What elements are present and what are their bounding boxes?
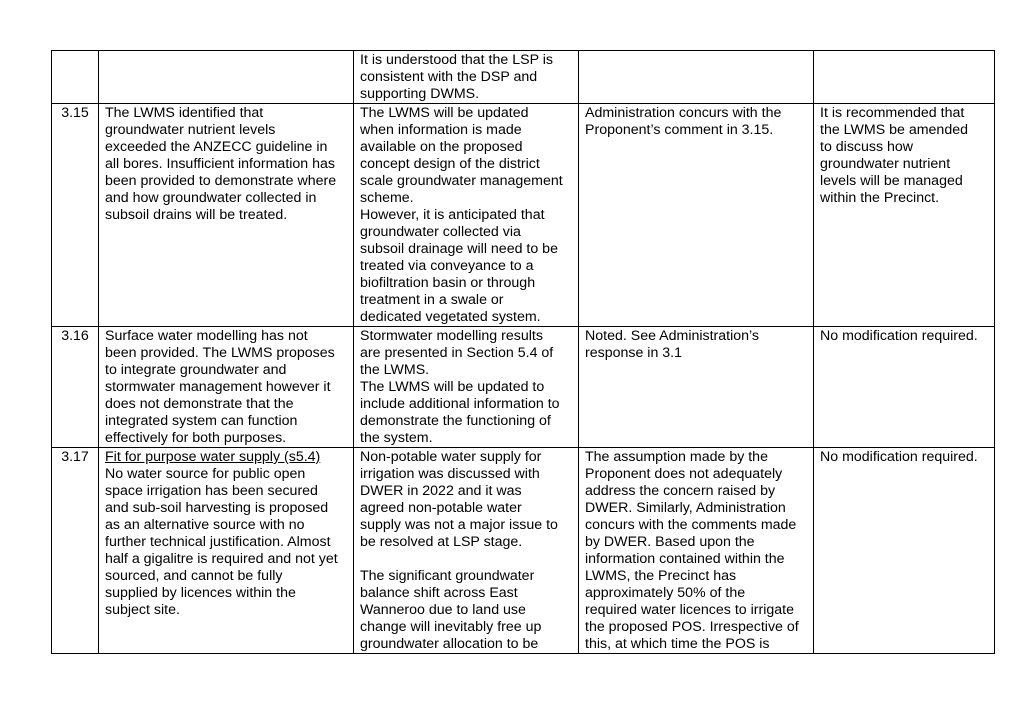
proponent-response-text: The significant groundwater balance shift across East Wanneroo due to land use change will inevitably free up groundwater allocation to be <box>360 568 542 652</box>
recommendation-cell <box>814 327 995 448</box>
proponent-response-cell <box>354 51 579 104</box>
item-number-cell <box>52 327 99 448</box>
item-number-cell <box>52 51 99 104</box>
recommendation-text: It is recommended that the LWMS be amended to discuss how groundwater nutrient levels will be managed within the Precinct. <box>820 105 968 206</box>
proponent-response-text: Non-potable water supply for irrigation was discussed with DWER in 2022 and it was agreed non-potable water supply was not a major issue to be resolved at LSP stage. <box>360 449 558 550</box>
issue-cell <box>99 448 354 654</box>
issue-cell <box>99 51 354 104</box>
table-row <box>52 51 995 104</box>
item-number-cell <box>52 104 99 327</box>
proponent-response-text: The LWMS will be updated to include additional information to demonstrate the functioning of the system. <box>360 379 560 446</box>
proponent-response-text: However, it is anticipated that groundwater collected via subsoil drainage will need to be treated via conveyance to a biofiltration basin or through treatment in a swale or dedicated vegetated system. <box>360 207 558 325</box>
issue-text: Surface water modelling has not been provided. The LWMS proposes to integrate groundwater and stormwater management however it does not demonstrate that the integrated system can function effectively for both purposes. <box>105 328 335 446</box>
recommendation-text: No modification required. <box>820 328 978 344</box>
issue-text: No water source for public open space irrigation has been secured and sub-soil harvesting is proposed as an alternative source with no further technical justification. Almost half a gigalitre is required and not yet sourced, and cannot be fully supplied by licences within the subject site. <box>105 466 338 618</box>
issue-cell <box>99 104 354 327</box>
recommendation-cell <box>814 104 995 327</box>
recommendation-cell <box>814 51 995 104</box>
proponent-response-text: Stormwater modelling results are presented in Section 5.4 of the LWMS. <box>360 328 554 378</box>
issue-text: The LWMS identified that groundwater nutrient levels exceeded the ANZECC guideline in all bores. Insufficient information has been provided to demonstrate where and how groundwater collected in subsoil drains will be treated. <box>105 105 337 223</box>
issue-cell <box>99 327 354 448</box>
item-number: 3.17 <box>61 449 89 465</box>
administration-comment-cell <box>579 448 814 654</box>
table-row <box>52 104 995 327</box>
item-number: 3.15 <box>61 105 89 121</box>
issue-heading: Fit for purpose water supply (s5.4) <box>105 449 321 465</box>
proponent-response-text: It is understood that the LSP is consistent with the DSP and supporting DWMS. <box>360 52 553 102</box>
recommendation-text: No modification required. <box>820 449 978 465</box>
administration-comment-text: Noted. See Administration’s response in 3.1 <box>585 328 760 361</box>
table-row <box>52 327 995 448</box>
item-number: 3.16 <box>61 328 89 344</box>
table-row <box>52 448 995 654</box>
paragraph-gap <box>360 551 572 568</box>
comments-table <box>51 50 995 654</box>
proponent-response-cell <box>354 448 579 654</box>
proponent-response-cell <box>354 327 579 448</box>
administration-comment-text: The assumption made by the Proponent does not adequately address the concern raised by DWER. Similarly, Administration concurs with the comments made by DWER. Based upon the information contained within the LWMS, the Precinct has approximately 50% of the required water licences to irrigate the proposed POS. Irrespective of this, at which time the POS is <box>585 449 799 652</box>
item-number-cell <box>52 448 99 654</box>
administration-comment-cell <box>579 51 814 104</box>
proponent-response-text: The LWMS will be updated when information is made available on the proposed concept design of the district scale groundwater management scheme. <box>360 105 563 206</box>
administration-comment-cell <box>579 104 814 327</box>
administration-comment-cell <box>579 327 814 448</box>
administration-comment-text: Administration concurs with the Proponent’s comment in 3.15. <box>585 105 782 138</box>
proponent-response-cell <box>354 104 579 327</box>
recommendation-cell <box>814 448 995 654</box>
